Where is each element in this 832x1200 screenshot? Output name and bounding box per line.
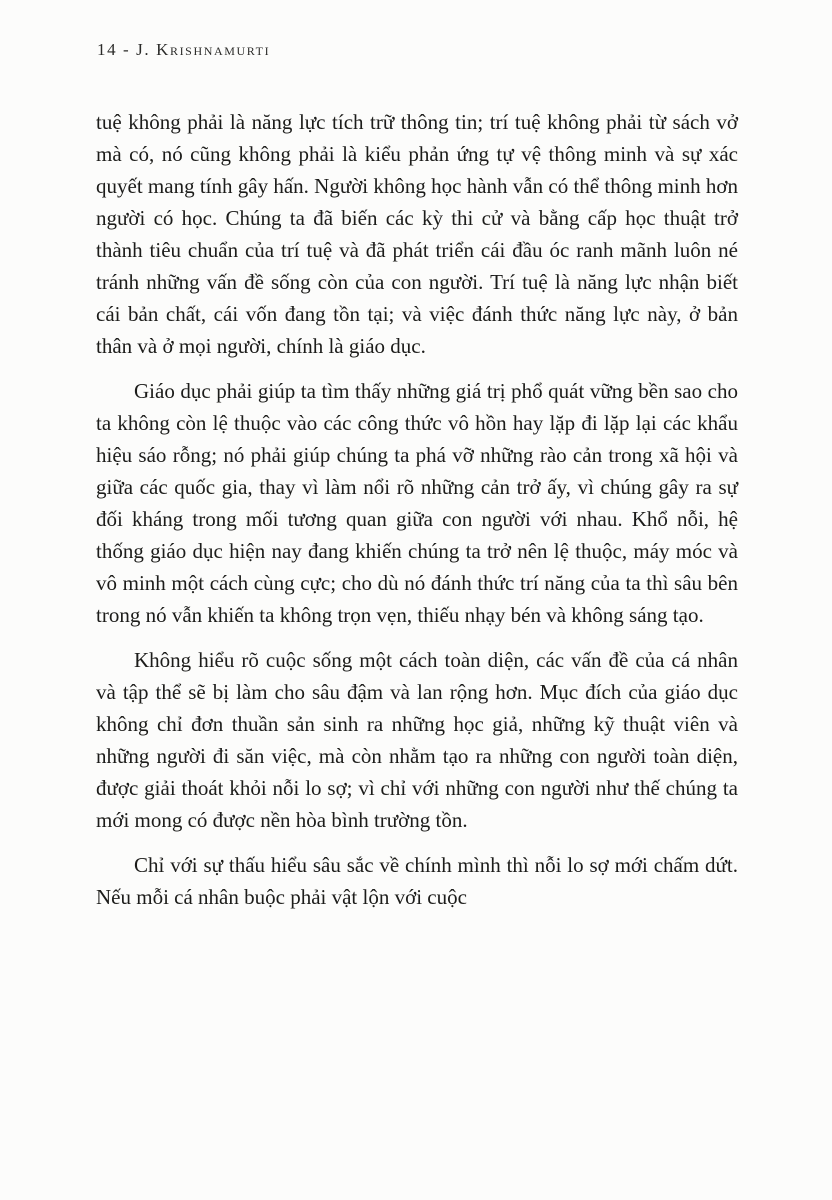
header-author: J. Krishnamurti: [136, 40, 271, 59]
paragraph: Không hiểu rõ cuộc sống một cách toàn diện, các vấn đề của cá nhân và tập thể sẽ bị làm cho sâu đậm và lan rộng hơn. Mục đích của giáo dục không chỉ đơn thuần sản sinh ra những học giả, những kỹ thuật viên và những người đi săn việc, mà còn nhằm tạo ra những con người toàn diện, được giải thoát khỏi nỗi lo sợ; vì chỉ với những con người như thế chúng ta mới mong có được nền hòa bình trường tồn.: [96, 648, 738, 832]
paragraph: tuệ không phải là năng lực tích trữ thông tin; trí tuệ không phải từ sách vở mà có, nó cũng không phải là kiểu phản ứng tự vệ thông minh và sự xác quyết mang tính gây hấn. Người không học hành vẫn có thể thông minh hơn người có học. Chúng ta đã biến các kỳ thi cử và bằng cấp học thuật trở thành tiêu chuẩn của trí tuệ và đã phát triển cái đầu óc ranh mãnh luôn né tránh những vấn đề sống còn của con người. Trí tuệ là năng lực nhận biết cái bản chất, cái vốn đang tồn tại; và việc đánh thức năng lực này, ở bản thân và ở mọi người, chính là giáo dục.: [96, 110, 738, 358]
paragraph: Giáo dục phải giúp ta tìm thấy những giá trị phổ quát vững bền sao cho ta không còn lệ thuộc vào các công thức vô hồn hay lặp đi lặp lại các khẩu hiệu sáo rỗng; nó phải giúp chúng ta phá vỡ những rào cản trong xã hội và giữa các quốc gia, thay vì làm nổi rõ những cản trở ấy, vì chúng gây ra sự đối kháng trong mối tương quan giữa con người với nhau. Khổ nỗi, hệ thống giáo dục hiện nay đang khiến chúng ta trở nên lệ thuộc, máy móc và vô minh một cách cùng cực; cho dù nó đánh thức trí năng của ta thì sâu bên trong nó vẫn khiến ta không trọn vẹn, thiếu nhạy bén và không sáng tạo.: [96, 379, 738, 627]
running-header: [97, 40, 270, 60]
page-number: 14: [97, 40, 118, 59]
page-body: [96, 106, 738, 926]
header-separator: -: [117, 40, 137, 59]
paragraph: Chỉ với sự thấu hiểu sâu sắc về chính mình thì nỗi lo sợ mới chấm dứt. Nếu mỗi cá nhân buộc phải vật lộn với cuộc: [96, 853, 738, 909]
